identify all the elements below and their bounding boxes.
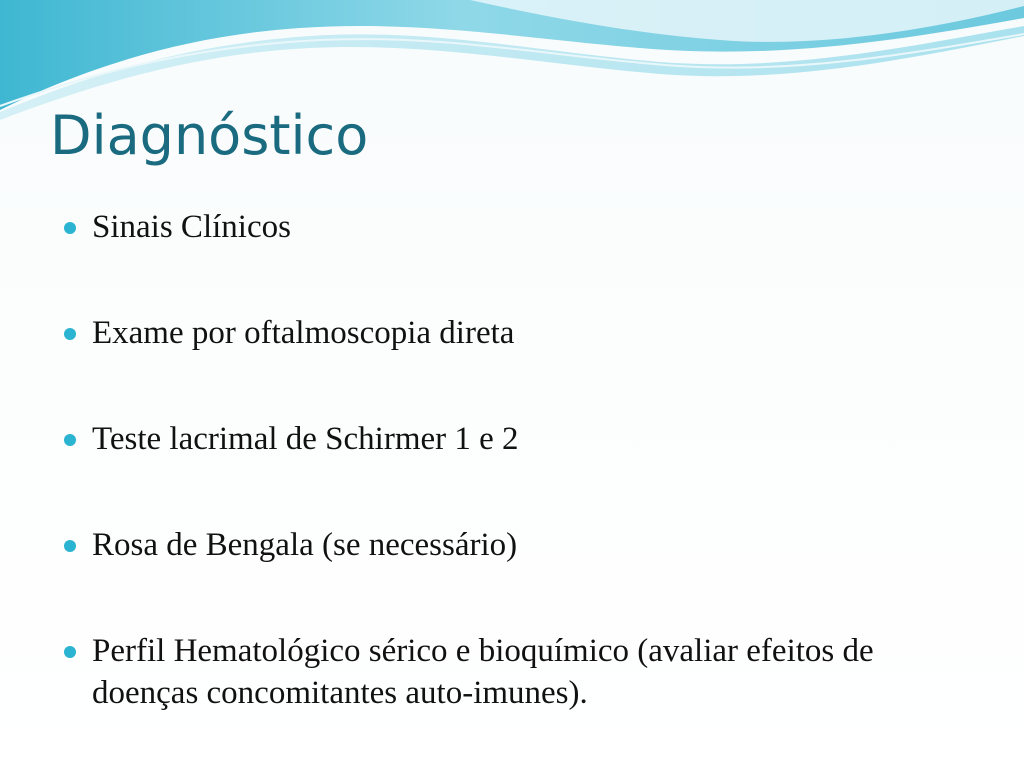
- bullet-item: [64, 206, 964, 248]
- bullet-text: Teste lacrimal de Schirmer 1 e 2: [92, 421, 519, 457]
- bullet-text: Perfil Hematológico sérico e bioquímico (avaliar efeitos de doenças concomitantes auto-imunes).: [92, 633, 874, 711]
- bullet-dot-icon: [64, 540, 76, 552]
- decorative-wave-header: [0, 0, 1024, 120]
- bullet-item: [64, 524, 964, 566]
- bullet-text: Exame por oftalmoscopia direta: [92, 315, 515, 351]
- bullet-text: Rosa de Bengala (se necessário): [92, 527, 518, 563]
- bullet-dot-icon: [64, 328, 76, 340]
- bullet-item: [64, 418, 964, 460]
- slide-title: Diagnóstico: [50, 104, 369, 167]
- bullet-list: [64, 206, 964, 714]
- bullet-dot-icon: [64, 646, 76, 658]
- bullet-item: [64, 312, 964, 354]
- bullet-dot-icon: [64, 222, 76, 234]
- bullet-item: [64, 630, 964, 714]
- bullet-text: Sinais Clínicos: [92, 209, 291, 245]
- bullet-dot-icon: [64, 434, 76, 446]
